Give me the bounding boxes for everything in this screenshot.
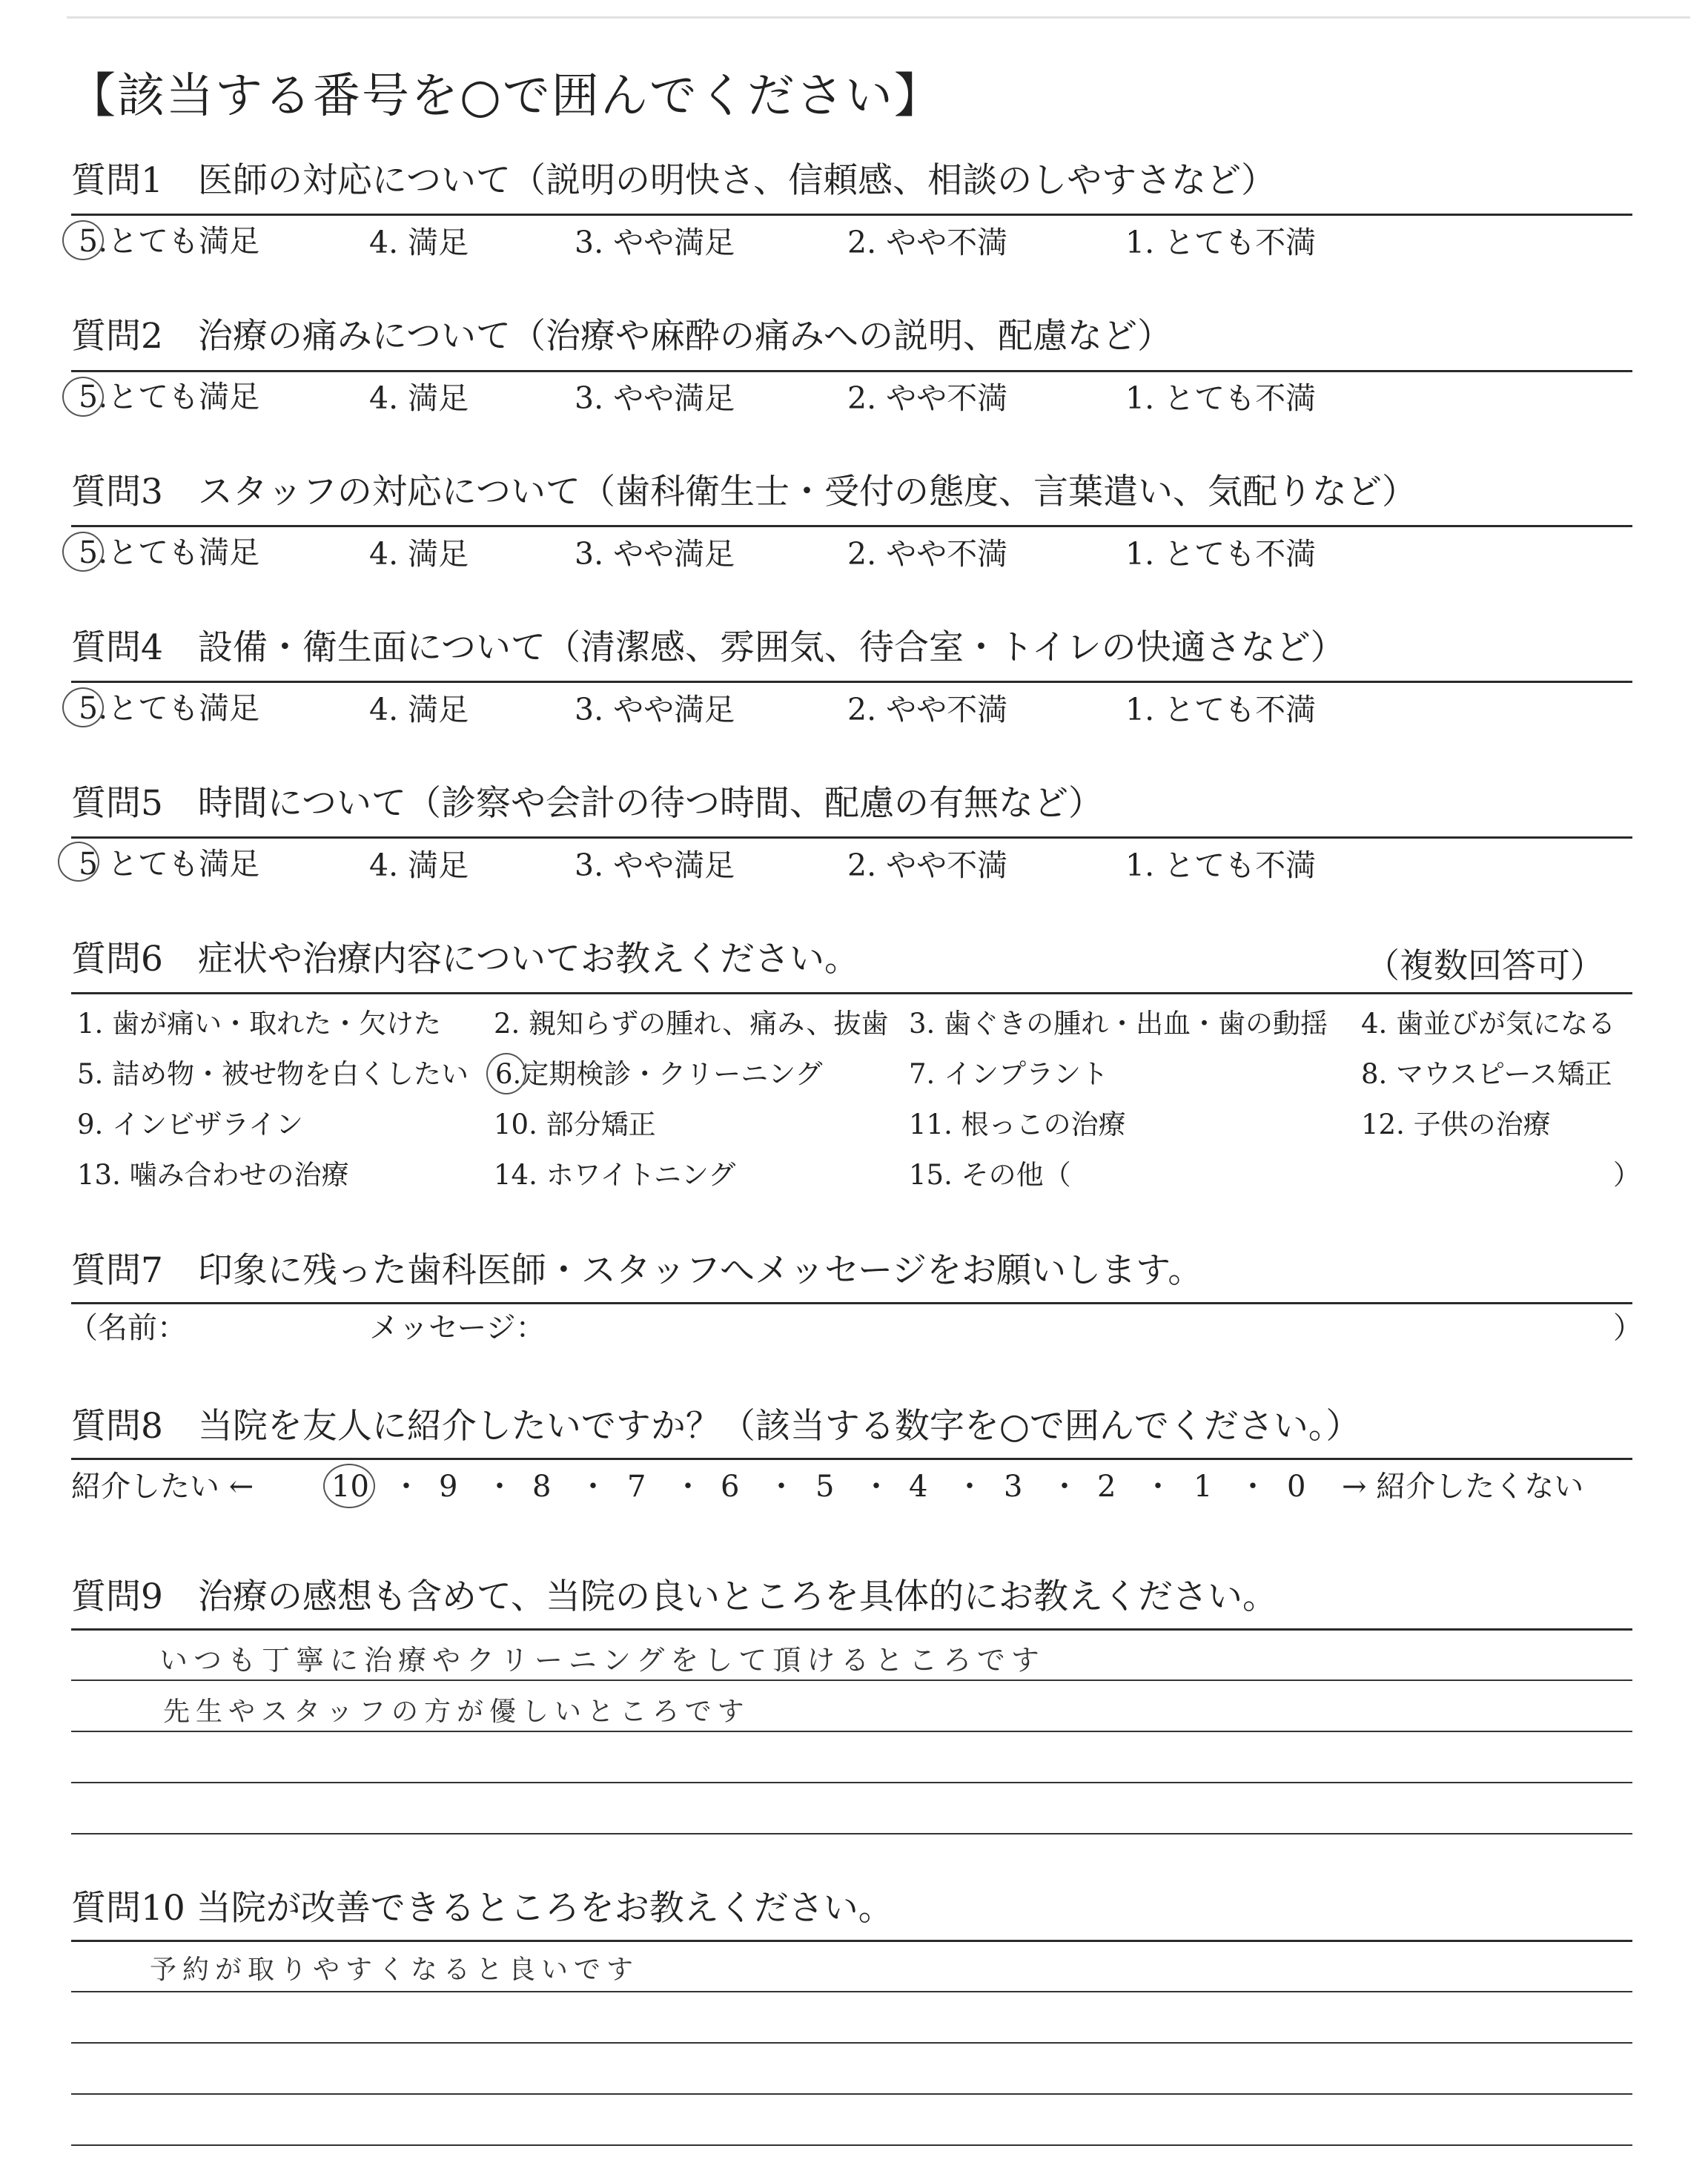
question-6-note: （複数回答可） xyxy=(1366,945,1604,985)
q3-option-1[interactable]: 1. とても不満 xyxy=(1125,536,1317,572)
q6-option-15-close: ） xyxy=(1613,1159,1641,1191)
q8-sep: ・ xyxy=(391,1470,421,1504)
question-3-rule xyxy=(71,525,1632,527)
q8-score-5[interactable]: 5 xyxy=(815,1470,835,1504)
q8-sep: ・ xyxy=(578,1470,608,1504)
question-7-rule xyxy=(71,1302,1632,1304)
q2-option-4[interactable]: 4. 満足 xyxy=(369,380,469,416)
q6-option-8[interactable]: 8. マウスピース矯正 xyxy=(1361,1058,1612,1090)
q3-option-5[interactable]: 5.とても満足 xyxy=(79,535,260,570)
question-4-rule xyxy=(71,681,1632,683)
question-9 xyxy=(71,1575,1632,1619)
q9-line xyxy=(71,1680,1632,1681)
question-4 xyxy=(71,626,1632,670)
question-7-title: 質問7 印象に残った歯科医師・スタッフへメッセージをお願いします。 xyxy=(71,1250,1203,1291)
q2-option-3[interactable]: 3. やや満足 xyxy=(575,380,735,416)
question-1-title: 質問1 医師の対応について（説明の明快さ、信頼感、相談のしやすさなど） xyxy=(71,160,1277,201)
q7-name-label: （名前： xyxy=(68,1311,187,1345)
q9-answer-line-1: いつも丁寧に治療やクリーニングをして頂けるところです xyxy=(159,1644,1045,1677)
q6-option-3[interactable]: 3. 歯ぐきの腫れ・出血・歯の動揺 xyxy=(909,1008,1328,1040)
q9-line xyxy=(71,1782,1632,1783)
q6-option-9[interactable]: 9. インビザライン xyxy=(77,1109,303,1140)
q8-score-4[interactable]: 4 xyxy=(909,1470,928,1504)
q10-line xyxy=(71,1991,1632,1992)
q4-selection-circle xyxy=(62,687,104,727)
q8-score-3[interactable]: 3 xyxy=(1004,1470,1023,1504)
q8-score-6[interactable]: 6 xyxy=(721,1470,740,1504)
q7-name-field[interactable] xyxy=(245,1311,363,1345)
q5-option-2[interactable]: 2. やや不満 xyxy=(847,848,1008,883)
q10-answer-line-1: 予約が取りやすくなると良いです xyxy=(150,1955,640,1985)
question-1-rule xyxy=(71,214,1632,216)
q8-sep: ・ xyxy=(1143,1470,1173,1504)
q8-score-9[interactable]: 9 xyxy=(439,1470,458,1504)
q7-message-field[interactable] xyxy=(563,1311,1586,1345)
question-2-title: 質問2 治療の痛みについて（治療や麻酔の痛みへの説明、配慮など） xyxy=(71,316,1173,357)
q3-option-3[interactable]: 3. やや満足 xyxy=(575,536,735,572)
question-10 xyxy=(71,1886,1632,1931)
q9-line xyxy=(71,1833,1632,1834)
q10-line xyxy=(71,2093,1632,2095)
question-9-rule xyxy=(71,1628,1632,1631)
question-2-rule xyxy=(71,370,1632,372)
question-9-title: 質問9 治療の感想も含めて、当院の良いところを具体的にお教えください。 xyxy=(71,1576,1277,1617)
q1-option-3[interactable]: 3. やや満足 xyxy=(575,225,735,260)
q8-sep: ・ xyxy=(955,1470,984,1504)
q5-option-1[interactable]: 1. とても不満 xyxy=(1125,848,1317,883)
q8-sep: ・ xyxy=(767,1470,796,1504)
q4-option-2[interactable]: 2. やや不満 xyxy=(847,692,1008,727)
q4-option-5[interactable]: 5.とても満足 xyxy=(79,690,260,726)
q1-selection-circle xyxy=(62,220,104,260)
q3-option-4[interactable]: 4. 満足 xyxy=(369,536,469,572)
q2-option-1[interactable]: 1. とても不満 xyxy=(1125,380,1317,416)
q5-option-3[interactable]: 3. やや満足 xyxy=(575,848,735,883)
q5-option-4[interactable]: 4. 満足 xyxy=(369,848,469,883)
question-5-title: 質問5 時間について（診察や会計の待つ時間、配慮の有無など） xyxy=(71,783,1103,824)
q1-option-2[interactable]: 2. やや不満 xyxy=(847,225,1008,260)
q5-selection-circle xyxy=(58,842,99,882)
q8-sep: ・ xyxy=(1238,1470,1268,1504)
q6-option-1[interactable]: 1. 歯が痛い・取れた・欠けた xyxy=(77,1008,442,1040)
q10-line xyxy=(71,2144,1632,2146)
q6-option-14[interactable]: 14. ホワイトニング xyxy=(494,1159,736,1191)
q8-score-8[interactable]: 8 xyxy=(532,1470,552,1504)
q8-right-label: → 紹介したくない xyxy=(1342,1470,1584,1504)
q2-option-2[interactable]: 2. やや不満 xyxy=(847,380,1008,416)
question-6-rule xyxy=(71,992,1632,994)
q8-sep: ・ xyxy=(673,1470,703,1504)
q6-option-7[interactable]: 7. インプラント xyxy=(909,1058,1109,1090)
q8-sep: ・ xyxy=(485,1470,514,1504)
question-1 xyxy=(71,159,1632,203)
q4-option-1[interactable]: 1. とても不満 xyxy=(1125,692,1317,727)
q8-score-0[interactable]: 0 xyxy=(1287,1470,1306,1504)
question-6-title: 質問6 症状や治療内容についてお教えください。 xyxy=(71,939,859,980)
q2-option-5[interactable]: 5.とても満足 xyxy=(79,379,260,415)
q6-option-4[interactable]: 4. 歯並びが気になる xyxy=(1361,1008,1616,1040)
question-10-title: 質問10 当院が改善できるところをお教えください。 xyxy=(71,1888,893,1929)
question-8-rule xyxy=(71,1458,1632,1460)
q5-option-5[interactable]: 5 とても満足 xyxy=(79,846,260,882)
q8-sep: ・ xyxy=(861,1470,891,1504)
top-border xyxy=(67,16,1690,19)
q6-option-5[interactable]: 5. 詰め物・被せ物を白くしたい xyxy=(77,1058,469,1090)
q7-message-label: メッセージ： xyxy=(369,1311,546,1345)
q1-option-1[interactable]: 1. とても不満 xyxy=(1125,225,1317,260)
question-7 xyxy=(71,1249,1632,1293)
q6-selection-circle xyxy=(486,1053,526,1094)
q6-option-12[interactable]: 12. 子供の治療 xyxy=(1361,1109,1551,1140)
q8-score-10[interactable]: 10 xyxy=(331,1470,369,1504)
question-10-rule xyxy=(71,1940,1632,1942)
q9-answer-line-2: 先生やスタッフの方が優しいところです xyxy=(163,1697,750,1727)
q8-score-1[interactable]: 1 xyxy=(1194,1470,1213,1504)
question-3-title: 質問3 スタッフの対応について（歯科衛生士・受付の態度、言葉遣い、気配りなど） xyxy=(71,472,1417,512)
q9-line xyxy=(71,1731,1632,1732)
q1-option-4[interactable]: 4. 満足 xyxy=(369,225,469,260)
q6-option-6[interactable]: 6.定期検診・クリーニング xyxy=(495,1058,823,1090)
q8-left-label: 紹介したい ← xyxy=(71,1470,254,1504)
question-2 xyxy=(71,314,1632,359)
q8-score-2[interactable]: 2 xyxy=(1097,1470,1116,1504)
q10-line xyxy=(71,2042,1632,2044)
q6-option-10[interactable]: 10. 部分矯正 xyxy=(494,1109,656,1140)
q4-option-4[interactable]: 4. 満足 xyxy=(369,692,469,727)
question-8 xyxy=(71,1404,1632,1449)
q2-selection-circle xyxy=(62,377,104,417)
q3-option-2[interactable]: 2. やや不満 xyxy=(847,536,1008,572)
q8-sep: ・ xyxy=(1050,1470,1079,1504)
question-5-rule xyxy=(71,836,1632,839)
q8-selection-circle xyxy=(323,1464,375,1508)
q6-option-13[interactable]: 13. 噛み合わせの治療 xyxy=(77,1159,349,1191)
question-4-title: 質問4 設備・衛生面について（清潔感、雰囲気、待合室・トイレの快適さなど） xyxy=(71,627,1345,668)
question-8-title: 質問8 当院を友人に紹介したいですか？（該当する数字を○で囲んでください。） xyxy=(71,1406,1361,1447)
q8-score-7[interactable]: 7 xyxy=(627,1470,646,1504)
question-5 xyxy=(71,782,1632,826)
q4-option-3[interactable]: 3. やや満足 xyxy=(575,692,735,727)
q6-option-2[interactable]: 2. 親知らずの腫れ、痛み、抜歯 xyxy=(494,1008,889,1040)
q6-option-11[interactable]: 11. 根っこの治療 xyxy=(909,1109,1126,1140)
q1-option-5[interactable]: 5.とても満足 xyxy=(79,223,260,259)
q6-option-15[interactable]: 15. その他（ xyxy=(909,1159,1071,1191)
question-3 xyxy=(71,470,1632,515)
q7-close-paren: ） xyxy=(1613,1311,1643,1345)
q3-selection-circle xyxy=(62,532,104,572)
page-title: 【該当する番号を○で囲んでください】 xyxy=(68,69,943,124)
